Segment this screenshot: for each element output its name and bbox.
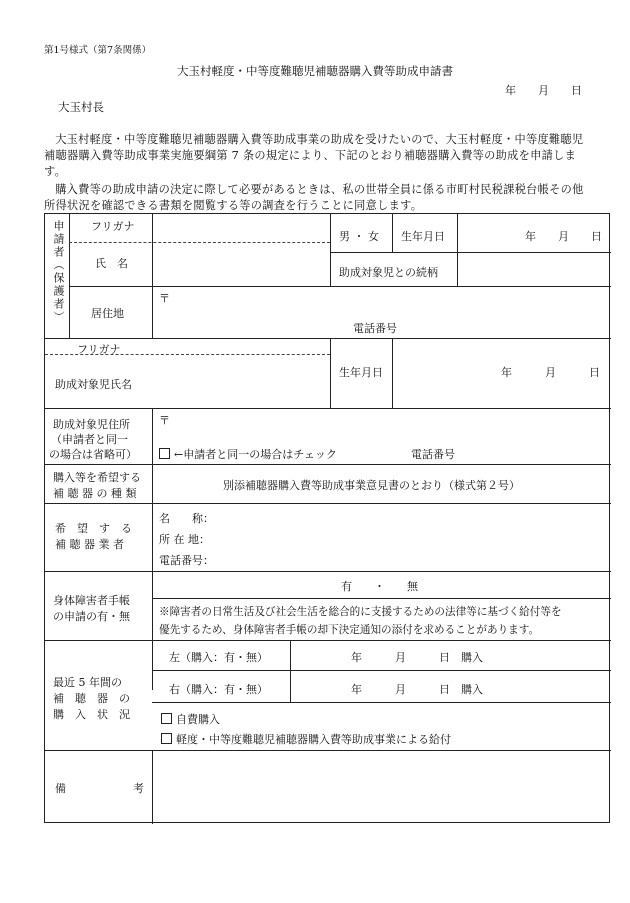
submission-date: 年 月 日 <box>505 84 582 97</box>
device-value: 別添補聴器購入費等助成事業意見書のとおり（様式第２号） <box>223 479 520 492</box>
checkbox-icon <box>159 448 170 459</box>
device-label-2: 補 聴 器 の 種 類 <box>53 487 137 500</box>
checkbox-icon <box>161 733 172 744</box>
child-postal-mark: 〒 <box>159 414 170 427</box>
handbook-note-1: ※障害者の日常生活及び社会生活を総合的に支援するための法律等に基づく給付等を <box>159 606 562 618</box>
history-left-date[interactable]: 年 月 日 購入 <box>351 651 483 664</box>
child-birth-value[interactable]: 年 月 日 <box>501 366 600 379</box>
history-label-2: 補 聴 器 の <box>53 692 130 705</box>
addressee: 大玉村長 <box>58 100 104 114</box>
relation-label: 助成対象児との続柄 <box>339 266 438 279</box>
applicant-birth-label: 生年月日 <box>401 230 445 243</box>
history-left[interactable]: 左（購入：有・無） <box>169 651 268 664</box>
applicant-phone-label: 電話番号 <box>353 322 397 335</box>
vendor-name-label: 名 称： <box>159 512 214 525</box>
self-purchase-checkbox[interactable]: 自費購入 <box>161 711 220 727</box>
form-number: 第1号様式（第7条関係） <box>44 45 152 56</box>
device-label-1: 購入等を希望する <box>53 471 141 484</box>
history-label-3: 購 入 状 況 <box>53 708 130 721</box>
handbook-note-2: 優先するため、身体障害者手帳の却下決定通知の添付を求めることがあります。 <box>159 624 540 636</box>
applicant-furigana-label: フリガナ <box>91 220 135 233</box>
handbook-yes-no[interactable]: 有 ・ 無 <box>341 580 418 593</box>
application-table <box>44 213 610 823</box>
applicant-name-label: 氏 名 <box>95 257 128 270</box>
application-paragraph: 大玉村軽度・中等度難聴児補聴器購入費等助成事業の助成を受けたいので、大玉村軽度・中等度難聴児補聴器購入費等助成事業実施要綱第 7 条の規定により、下記のとおり補聴器購入費等の助成を申請します。 <box>44 133 584 178</box>
applicant-birth-value[interactable]: 年 月 日 <box>525 230 602 243</box>
applicant-label: 申請者（保護者） <box>52 220 65 324</box>
vendor-label-2: 補 聴 器 業 者 <box>55 538 124 551</box>
same-address-checkbox[interactable]: ←申請者と同一の場合はチェック <box>159 446 337 462</box>
vendor-label-1: 希 望 す る <box>55 522 132 535</box>
history-right[interactable]: 右（購入：有・無） <box>169 683 268 696</box>
history-right-date[interactable]: 年 月 日 購入 <box>351 683 483 696</box>
handbook-label-2: の申請の有・無 <box>53 610 130 623</box>
child-birth-label: 生年月日 <box>339 366 383 379</box>
child-address-label-3: の場合は省略可） <box>49 448 137 461</box>
applicant-address-label: 居住地 <box>91 307 124 320</box>
checkbox-icon <box>161 713 172 724</box>
handbook-label-1: 身体障害者手帳 <box>53 594 130 607</box>
remarks-label-right: 考 <box>133 782 144 795</box>
remarks-label-left: 備 <box>55 782 66 795</box>
child-name-label: 助成対象児氏名 <box>55 378 132 391</box>
child-phone-label: 電話番号 <box>411 448 455 461</box>
child-address-label-2: （申請者と同一 <box>51 433 128 446</box>
history-label-1: 最近 5 年間の <box>53 676 122 689</box>
child-address-label-1: 助成対象児住所 <box>53 418 130 431</box>
child-furigana-label: フリガナ <box>77 343 121 356</box>
vendor-address-label: 所 在 地： <box>159 533 210 546</box>
subsidy-checkbox[interactable]: 軽度・中等度難聴児補聴器購入費等助成事業による給付 <box>161 731 451 747</box>
sex-select[interactable]: 男 ・ 女 <box>339 230 379 243</box>
consent-paragraph: 購入費等の助成申請の決定に際して必要があるときは、私の世帯全員に係る市町村民税課税台帳その他所得状況を確認できる書類を閲覧する等の調査を行うことに同意します。 <box>44 183 584 212</box>
form-title: 大玉村軽度・中等度難聴児補聴器購入費等助成申請書 <box>177 64 453 78</box>
vendor-phone-label: 電話番号： <box>159 554 214 567</box>
applicant-postal-mark: 〒 <box>159 292 170 305</box>
